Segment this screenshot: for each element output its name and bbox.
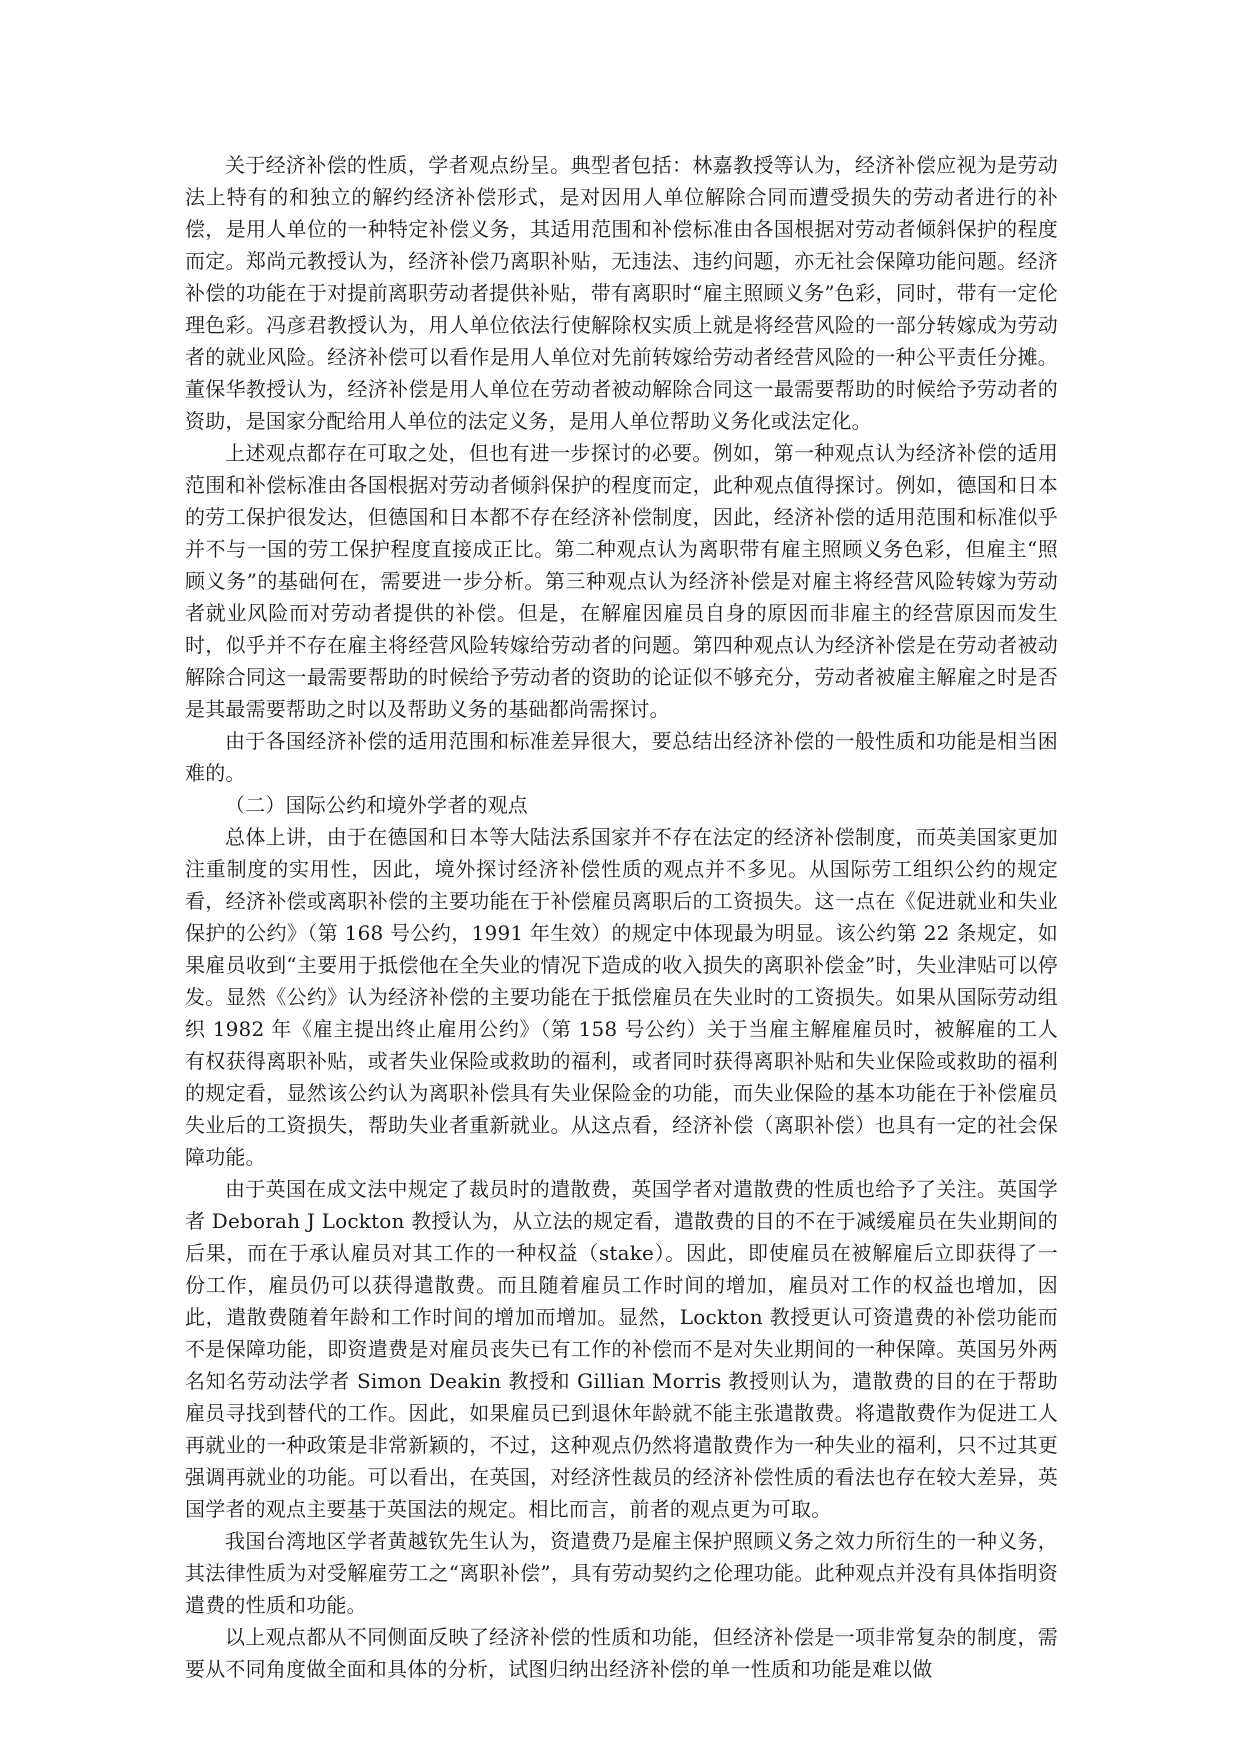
paragraph-3: 由于各国经济补偿的适用范围和标准差异很大，要总结出经济补偿的一般性质和功能是相当困难的。 bbox=[185, 729, 1058, 785]
paragraph-1: 关于经济补偿的性质，学者观点纷呈。典型者包括：林嘉教授等认为，经济补偿应视为是劳动法上特有的和独立的解约经济补偿形式，是对因用人单位解除合同而遭受损失的劳动者进行的补偿，是用人单位的一种特定补偿义务，其适用范围和补偿标准由各国根据对劳动者倾斜保护的程度而定。郑尚元教授认为，经济补偿乃离职补贴，无违法、违约问题，亦无社会保障功能问题。经济补偿的功能在于对提前离职劳动者提供补贴，带有离职时“雇主照顾义务”色彩，同时，带有一定伦理色彩。冯彦君教授认为，用人单位依法行使解除权实质上就是将经营风险的一部分转嫁成为劳动者的就业风险。经济补偿可以看作是用人单位对先前转嫁给劳动者经营风险的一种公平责任分摊。董保华教授认为，经济补偿是用人单位在劳动者被动解除合同这一最需要帮助的时候给予劳动者的资助，是国家分配给用人单位的法定义务，是用人单位帮助义务化或法定化。 bbox=[185, 153, 1058, 433]
paragraph-7: 以上观点都从不同侧面反映了经济补偿的性质和功能，但经济补偿是一项非常复杂的制度，需要从不同角度做全面和具体的分析，试图归纳出经济补偿的单一性质和功能是难以做 bbox=[185, 1625, 1058, 1681]
document-body bbox=[185, 149, 1058, 1685]
paragraph-2: 上述观点都存在可取之处，但也有进一步探讨的必要。例如，第一种观点认为经济补偿的适用范围和补偿标准由各国根据对劳动者倾斜保护的程度而定，此种观点值得探讨。例如，德国和日本的劳工保护很发达，但德国和日本都不存在经济补偿制度，因此，经济补偿的适用范围和标准似乎并不与一国的劳工保护程度直接成正比。第二种观点认为离职带有雇主照顾义务色彩，但雇主“照顾义务”的基础何在，需要进一步分析。第三种观点认为经济补偿是对雇主将经营风险转嫁为劳动者就业风险而对劳动者提供的补偿。但是，在解雇因雇员自身的原因而非雇主的经营原因而发生时，似乎并不存在雇主将经营风险转嫁给劳动者的问题。第四种观点认为经济补偿是在劳动者被动解除合同这一最需要帮助的时候给予劳动者的资助的论证似不够充分，劳动者被雇主解雇之时是否是其最需要帮助之时以及帮助义务的基础都尚需探讨。 bbox=[185, 441, 1058, 721]
paragraph-6: 我国台湾地区学者黄越钦先生认为，资遣费乃是雇主保护照顾义务之效力所衍生的一种义务，其法律性质为对受解雇劳工之“离职补偿”，具有劳动契约之伦理功能。此种观点并没有具体指明资遣费的性质和功能。 bbox=[185, 1529, 1058, 1617]
paragraph-5: 由于英国在成文法中规定了裁员时的遣散费，英国学者对遣散费的性质也给予了关注。英国学者 Deborah J Lockton 教授认为，从立法的规定看，遣散费的目的不在于减缓雇员在失业期间的后果，而在于承认雇员对其工作的一种权益（stake）。因此，即使雇员在被解雇后立即获得了一份工作，雇员仍可以获得遣散费。而且随着雇员工作时间的增加，雇员对工作的权益也增加，因此，遣散费随着年龄和工作时间的增加而增加。显然，Lockton 教授更认可资遣费的补偿功能而不是保障功能，即资遣费是对雇员丧失已有工作的补偿而不是对失业期间的一种保障。英国另外两名知名劳动法学者 Simon Deakin 教授和 Gillian Morris 教授则认为，遣散费的目的在于帮助雇员寻找到替代的工作。因此，如果雇员已到退休年龄就不能主张遣散费。将遣散费作为促进工人再就业的一种政策是非常新颖的，不过，这种观点仍然将遣散费作为一种失业的福利，只不过其更强调再就业的功能。可以看出，在英国，对经济性裁员的经济补偿性质的看法也存在较大差异，英国学者的观点主要基于英国法的规定。相比而言，前者的观点更为可取。 bbox=[185, 1177, 1058, 1521]
paragraph-4: 总体上讲，由于在德国和日本等大陆法系国家并不存在法定的经济补偿制度，而英美国家更加注重制度的实用性，因此，境外探讨经济补偿性质的观点并不多见。从国际劳工组织公约的规定看，经济补偿或离职补偿的主要功能在于补偿雇员离职后的工资损失。这一点在《促进就业和失业保护的公约》（第 168 号公约，1991 年生效）的规定中体现最为明显。该公约第 22 条规定，如果雇员收到“主要用于抵偿他在全失业的情况下造成的收入损失的离职补偿金”时，失业津贴可以停发。显然《公约》认为经济补偿的主要功能在于抵偿雇员在失业时的工资损失。如果从国际劳动组织 1982 年《雇主提出终止雇用公约》（第 158 号公约）关于当雇主解雇雇员时，被解雇的工人有权获得离职补贴，或者失业保险或救助的福利，或者同时获得离职补贴和失业保险或救助的福利的规定看，显然该公约认为离职补偿具有失业保险金的功能，而失业保险的基本功能在于补偿雇员失业后的工资损失，帮助失业者重新就业。从这点看，经济补偿（离职补偿）也具有一定的社会保障功能。 bbox=[185, 825, 1058, 1169]
section-heading: （二）国际公约和境外学者的观点 bbox=[225, 793, 528, 817]
